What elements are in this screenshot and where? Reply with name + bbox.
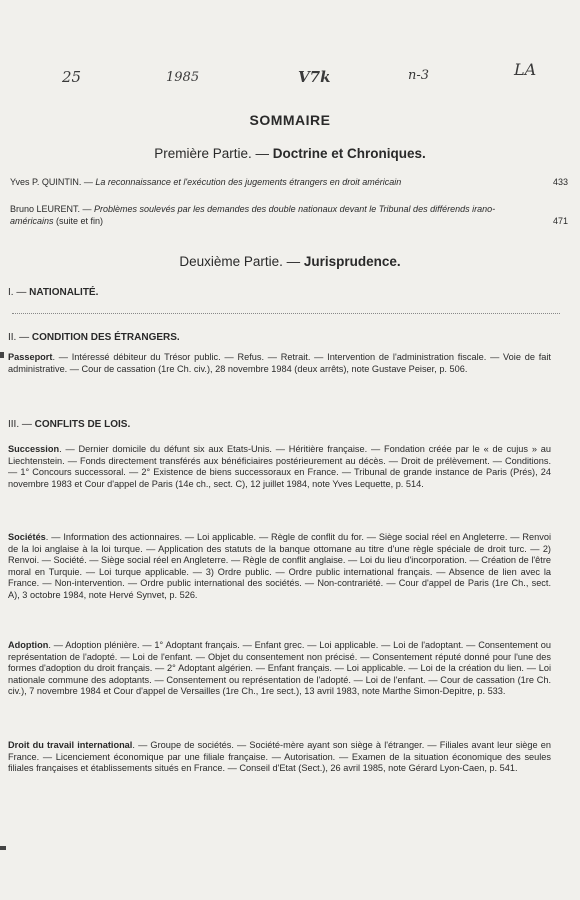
- entry-lead: Droit du travail international: [8, 740, 133, 750]
- handwritten-number: 25: [62, 68, 82, 86]
- part-heading-1: [0, 146, 580, 161]
- entry-lead: Adoption: [8, 640, 49, 650]
- section-number: I. —: [8, 287, 30, 298]
- section-label: NATIONALITÉ.: [29, 287, 99, 298]
- toc-page: 433: [552, 177, 568, 187]
- section-number: III. —: [8, 419, 35, 430]
- part-label: Doctrine et Chroniques.: [272, 146, 426, 161]
- handwritten-initials: LA: [514, 60, 537, 79]
- toc-entry: [10, 177, 570, 189]
- handwritten-year: 1985: [166, 70, 200, 85]
- entry-text: . — Adoption plénière. — 1° Adoptant français. — Enfant grec. — Loi applicable. — Loi de l'adoptant. — Consentement ou représentation de l'adopté. — Loi de l'enfant. — Objet du consentement non précisé. — Consentement réputé donné pour l'une des formes d'adoption du droit français. — 2° Adoptant algérien. — Enfant français. — Loi applicable. — Loi de la création du lien. — Loi nationale commune des adoptants. — Consentement ou représentation de l'adopté. — Loi de l'enfant. — Cour de cassation (1re Ch. civ.), 7 novembre 1984 et Cour d'appel de Versailles (1re Ch., 1re sect.), 13 avril 1983, note Marthe Simon-Depitre, p. 533.: [8, 640, 551, 697]
- toc-author: Yves P. QUINTIN. —: [10, 177, 96, 187]
- toc-author: Bruno LEURENT. —: [10, 204, 95, 214]
- section-heading-conflits: [8, 419, 130, 430]
- margin-mark: [0, 352, 4, 358]
- part-prefix: Deuxième Partie. —: [179, 254, 304, 269]
- entry-societes: [8, 532, 551, 602]
- section-heading-condition: [8, 332, 180, 343]
- entry-lead: Sociétés: [8, 532, 46, 542]
- entry-text: . — Dernier domicile du défunt six aux Etats-Unis. — Héritière française. — Fondation créée par le « de cujus » au Liechtenstein. — Fonds directement transférés aux bénéficiaires postérieurement au décès. — Droit de prélèvement. — Conditions. — 1° Concours successoral. — 2° Existence de biens successoraux en France. — Tribunal de grande instance de Paris (Prés), 24 novembre 1983 et Cour d'appel de Paris (14e ch., sect. C), 12 juillet 1984, note Yves Lequette, p. 514.: [8, 444, 551, 489]
- handwritten-issue: n-3: [408, 68, 430, 83]
- entry-passeport: [8, 352, 551, 375]
- dotted-leader: [12, 313, 560, 314]
- section-label: CONFLITS DE LOIS.: [34, 419, 131, 430]
- entry-lead: Passeport: [8, 352, 53, 362]
- toc-title: Problèmes soulevés par les demandes des double nationaux devant le Tribunal des différends irano-américains: [10, 204, 496, 226]
- entry-text: . — Information des actionnaires. — Loi applicable. — Règle de conflit du for. — Siège social réel en Angleterre. — Renvoi de la loi anglaise à la loi turque. — Application des statuts de la banque ottomane au titre d'une règle spéciale de droit turc. — 2) Renvoi. — Société. — Siège social réel en Angleterre. — Règle de conflit anglaise. — Loi du lieu d'incorporation. — Création de l'être moral en Turquie. — Loi turque applicable. — 3) Ordre public. — Ordre public international français. — Absence de lien avec la France. — Non-intervention. — Ordre public international des sociétés. — Non-contrariété. — Cour d'appel de Paris (1re Ch., sect. A), 3 octobre 1984, note Hervé Synvet, p. 526.: [8, 532, 551, 600]
- toc-suffix: (suite et fin): [53, 215, 104, 226]
- toc-page: 471: [552, 215, 568, 226]
- entry-adoption: [8, 640, 551, 698]
- entry-succession: [8, 444, 551, 490]
- part-label: Jurisprudence.: [303, 254, 401, 269]
- toc-title: La reconnaissance et l'exécution des jugements étrangers en droit américain: [95, 177, 402, 187]
- section-label: CONDITION DES ÉTRANGERS.: [31, 332, 180, 343]
- section-number: II. —: [8, 332, 32, 343]
- margin-mark: [0, 846, 6, 850]
- entry-text: . — Groupe de sociétés. — Société-mère ayant son siège à l'étranger. — Filiales avant leur siège en France. — Licenciement économique par une filiale française. — Autorisation. — Examen de la situation économique des seules filiales françaises et établissements situés en France. — Conseil d'Etat (Sect.), 26 avril 1985, note Gérard Lyon-Caen, p. 541.: [8, 740, 552, 774]
- part-heading-2: [0, 254, 580, 269]
- handwritten-volume: V7k: [298, 68, 331, 86]
- entry-lead: Succession: [8, 444, 60, 454]
- section-heading-nationalite: [8, 287, 98, 298]
- entry-droit-travail: [8, 740, 551, 775]
- toc-entry: [10, 204, 570, 227]
- entry-text: . — Intéressé débiteur du Trésor public. — Refus. — Retrait. — Intervention de l'administration fiscale. — Voie de fait administrative. — Cour de cassation (1re Ch. civ.), 28 novembre 1984 (deux arrêts), note Gustave Peiser, p. 506.: [8, 352, 551, 374]
- part-prefix: Première Partie. —: [154, 146, 273, 161]
- page-title: SOMMAIRE: [249, 112, 331, 128]
